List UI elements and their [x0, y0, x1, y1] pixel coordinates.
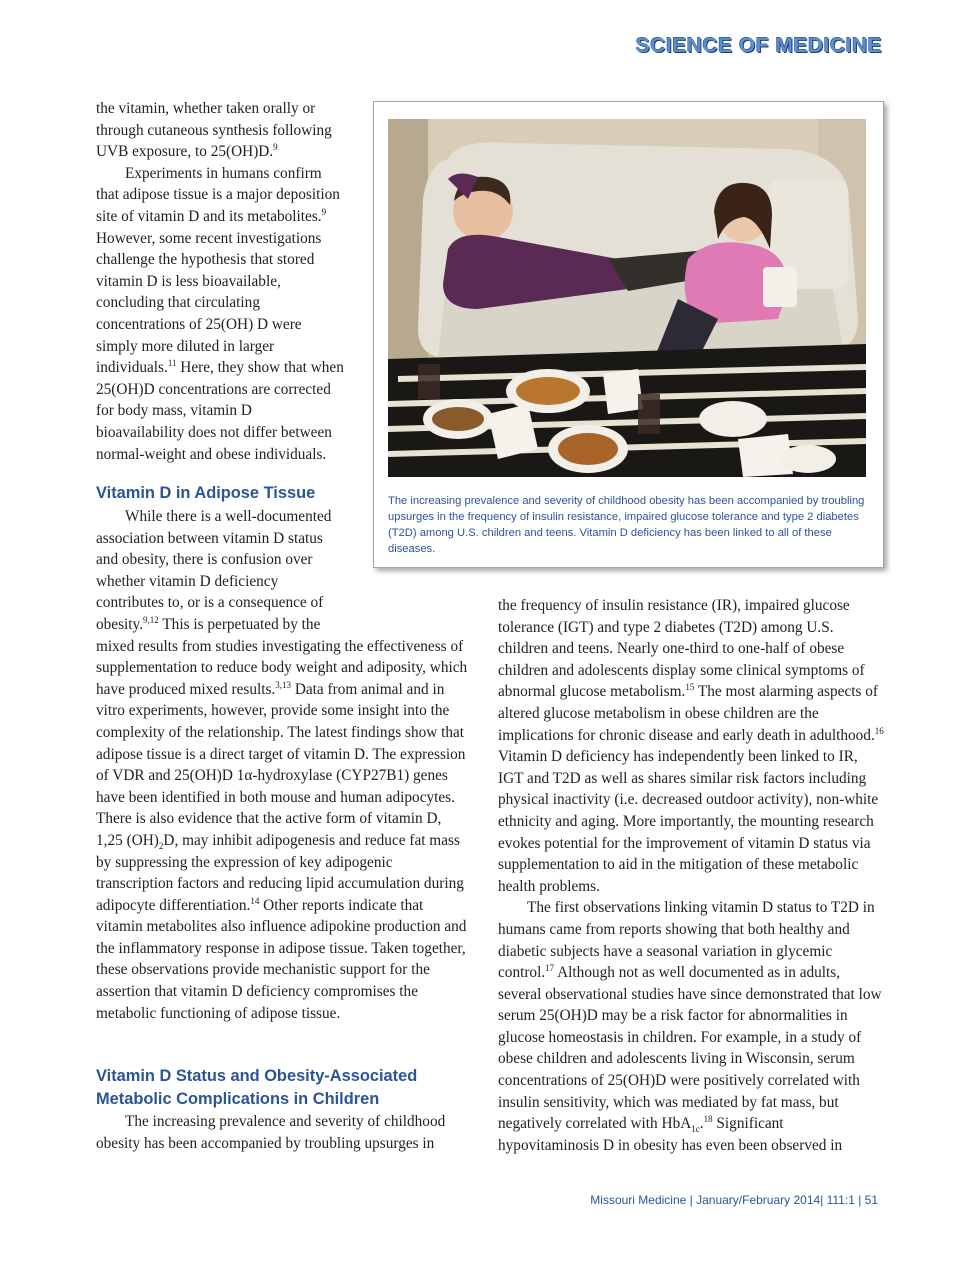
figure	[373, 101, 884, 568]
paragraph: the vitamin, whether taken orally or through cutaneous synthesis following UVB exposure, to 25(OH)D.$^9$	[96, 100, 332, 161]
left-column-top	[96, 98, 344, 465]
paragraph: The first observations linking vitamin D status to T2D in humans came from reports showing that both healthy and diabetic subjects have a seasonal variation in glycemic control.$^{17}$ Although not as well documented as in adults, several observational studies have since demonstrated that low serum 25(OH)D may be a risk factor for abnormalities in glucose homeostasis in children. For example, in a study of obese children and adolescents living in Wisconsin, serum concentrations of 25(OH)D were positively correlated with insulin sensitivity, which was mediated by fat mass, but negatively correlated with HbA$_{1c}$.$^{18}$ Significant hypovitaminosis D in obesity has even been observed in	[498, 899, 882, 1154]
section-heading-line: Metabolic Complications in Children	[96, 1090, 380, 1108]
paragraph: The increasing prevalence and severity of childhood obesity has been accompanied by troubling upsurges in	[96, 1113, 446, 1152]
paragraph: Experiments in humans confirm that adipose tissue is a major deposition site of vitamin D and its metabolites.$^9$ However, some recent investigations challenge the hypothesis that stored vitamin D is less bioavailable, concluding that circulating concentrations of 25(OH) D were simply more diluted in larger individuals.$^{11}$ Here, they show that when 25(OH)D concentrations are corrected for body mass, vitamin D bioavailability does not differ between normal-weight and obese individuals.	[96, 164, 344, 463]
section1-body	[96, 506, 470, 1024]
paragraph: While there is a well-documented association between vitamin D status and obesity, there is confusion over whether vitamin D deficiency contributes to, or is a consequence of obesity.$^{9,12}$ This is perpetuated by the mixed results from studies investigating the effectiveness of supplementation to reduce body weight and adiposity, which have produced mixed results.$^{3,13}$ Data from animal and in vitro experiments, however, provide some insight into the complexity of the relationship. The latest findings show that adipose tissue is a direct target of vitamin D. The expression of VDR and 25(OH)D 1α-hydroxylase (CYP27B1) genes have been identified in both mouse and human adipocytes. There is also evidence that the active form of vitamin D, 1,25 $(OH)_2D$, may inhibit adipogenesis and reduce fat mass by suppressing the expression of key adipogenic transcription factors and reducing lipid accumulation during adipocyte differentiation.$^{14}$ Other reports indicate that vitamin metabolites also influence adipokine production and the inflammatory response in adipose tissue. Taken together, these observations provide mechanistic support for the assertion that vitamin D deficiency compromises the metabolic functioning of adipose tissue.	[96, 508, 468, 1022]
section-heading: Vitamin D in Adipose Tissue	[96, 484, 316, 502]
figure-caption: The increasing prevalence and severity of childhood obesity has been accompanied by troubling upsurges in the frequency of insulin resistance, impaired glucose tolerance and type 2 diabetes (T2D) among U.S. children and teens. Vitamin D deficiency has been linked to all of these diseases.	[388, 495, 865, 555]
photo-children-on-couch	[388, 119, 866, 477]
right-column-body	[498, 595, 884, 1156]
section2-heading	[96, 1065, 470, 1111]
section-header: SCIENCE OF MEDICINE	[635, 34, 882, 57]
page-footer: Missouri Medicine | January/February 2014| 111:1 | 51	[590, 1193, 878, 1207]
paragraph: the frequency of insulin resistance (IR), impaired glucose tolerance (IGT) and type 2 diabetes (T2D) among U.S. children and teens. Nearly one-third to one-half of obese children and adolescents display some clinical symptoms of abnormal glucose metabolism.$^{15}$ The most alarming aspects of altered glucose metabolism in obese children are the implications for chronic disease and early death in adulthood.$^{16}$ Vitamin D deficiency has independently been linked to IR, IGT and T2D as well as shares similar risk factors including physical inactivity (i.e. decreased outdoor activity), non-white ethnicity and aging. More importantly, the mounting research evokes potential for the improvement of vitamin D status via supplementation to aid in the mitigation of these metabolic health problems.	[498, 597, 884, 895]
section-heading-line: Vitamin D Status and Obesity-Associated	[96, 1067, 418, 1085]
section2-left-body	[96, 1111, 460, 1154]
